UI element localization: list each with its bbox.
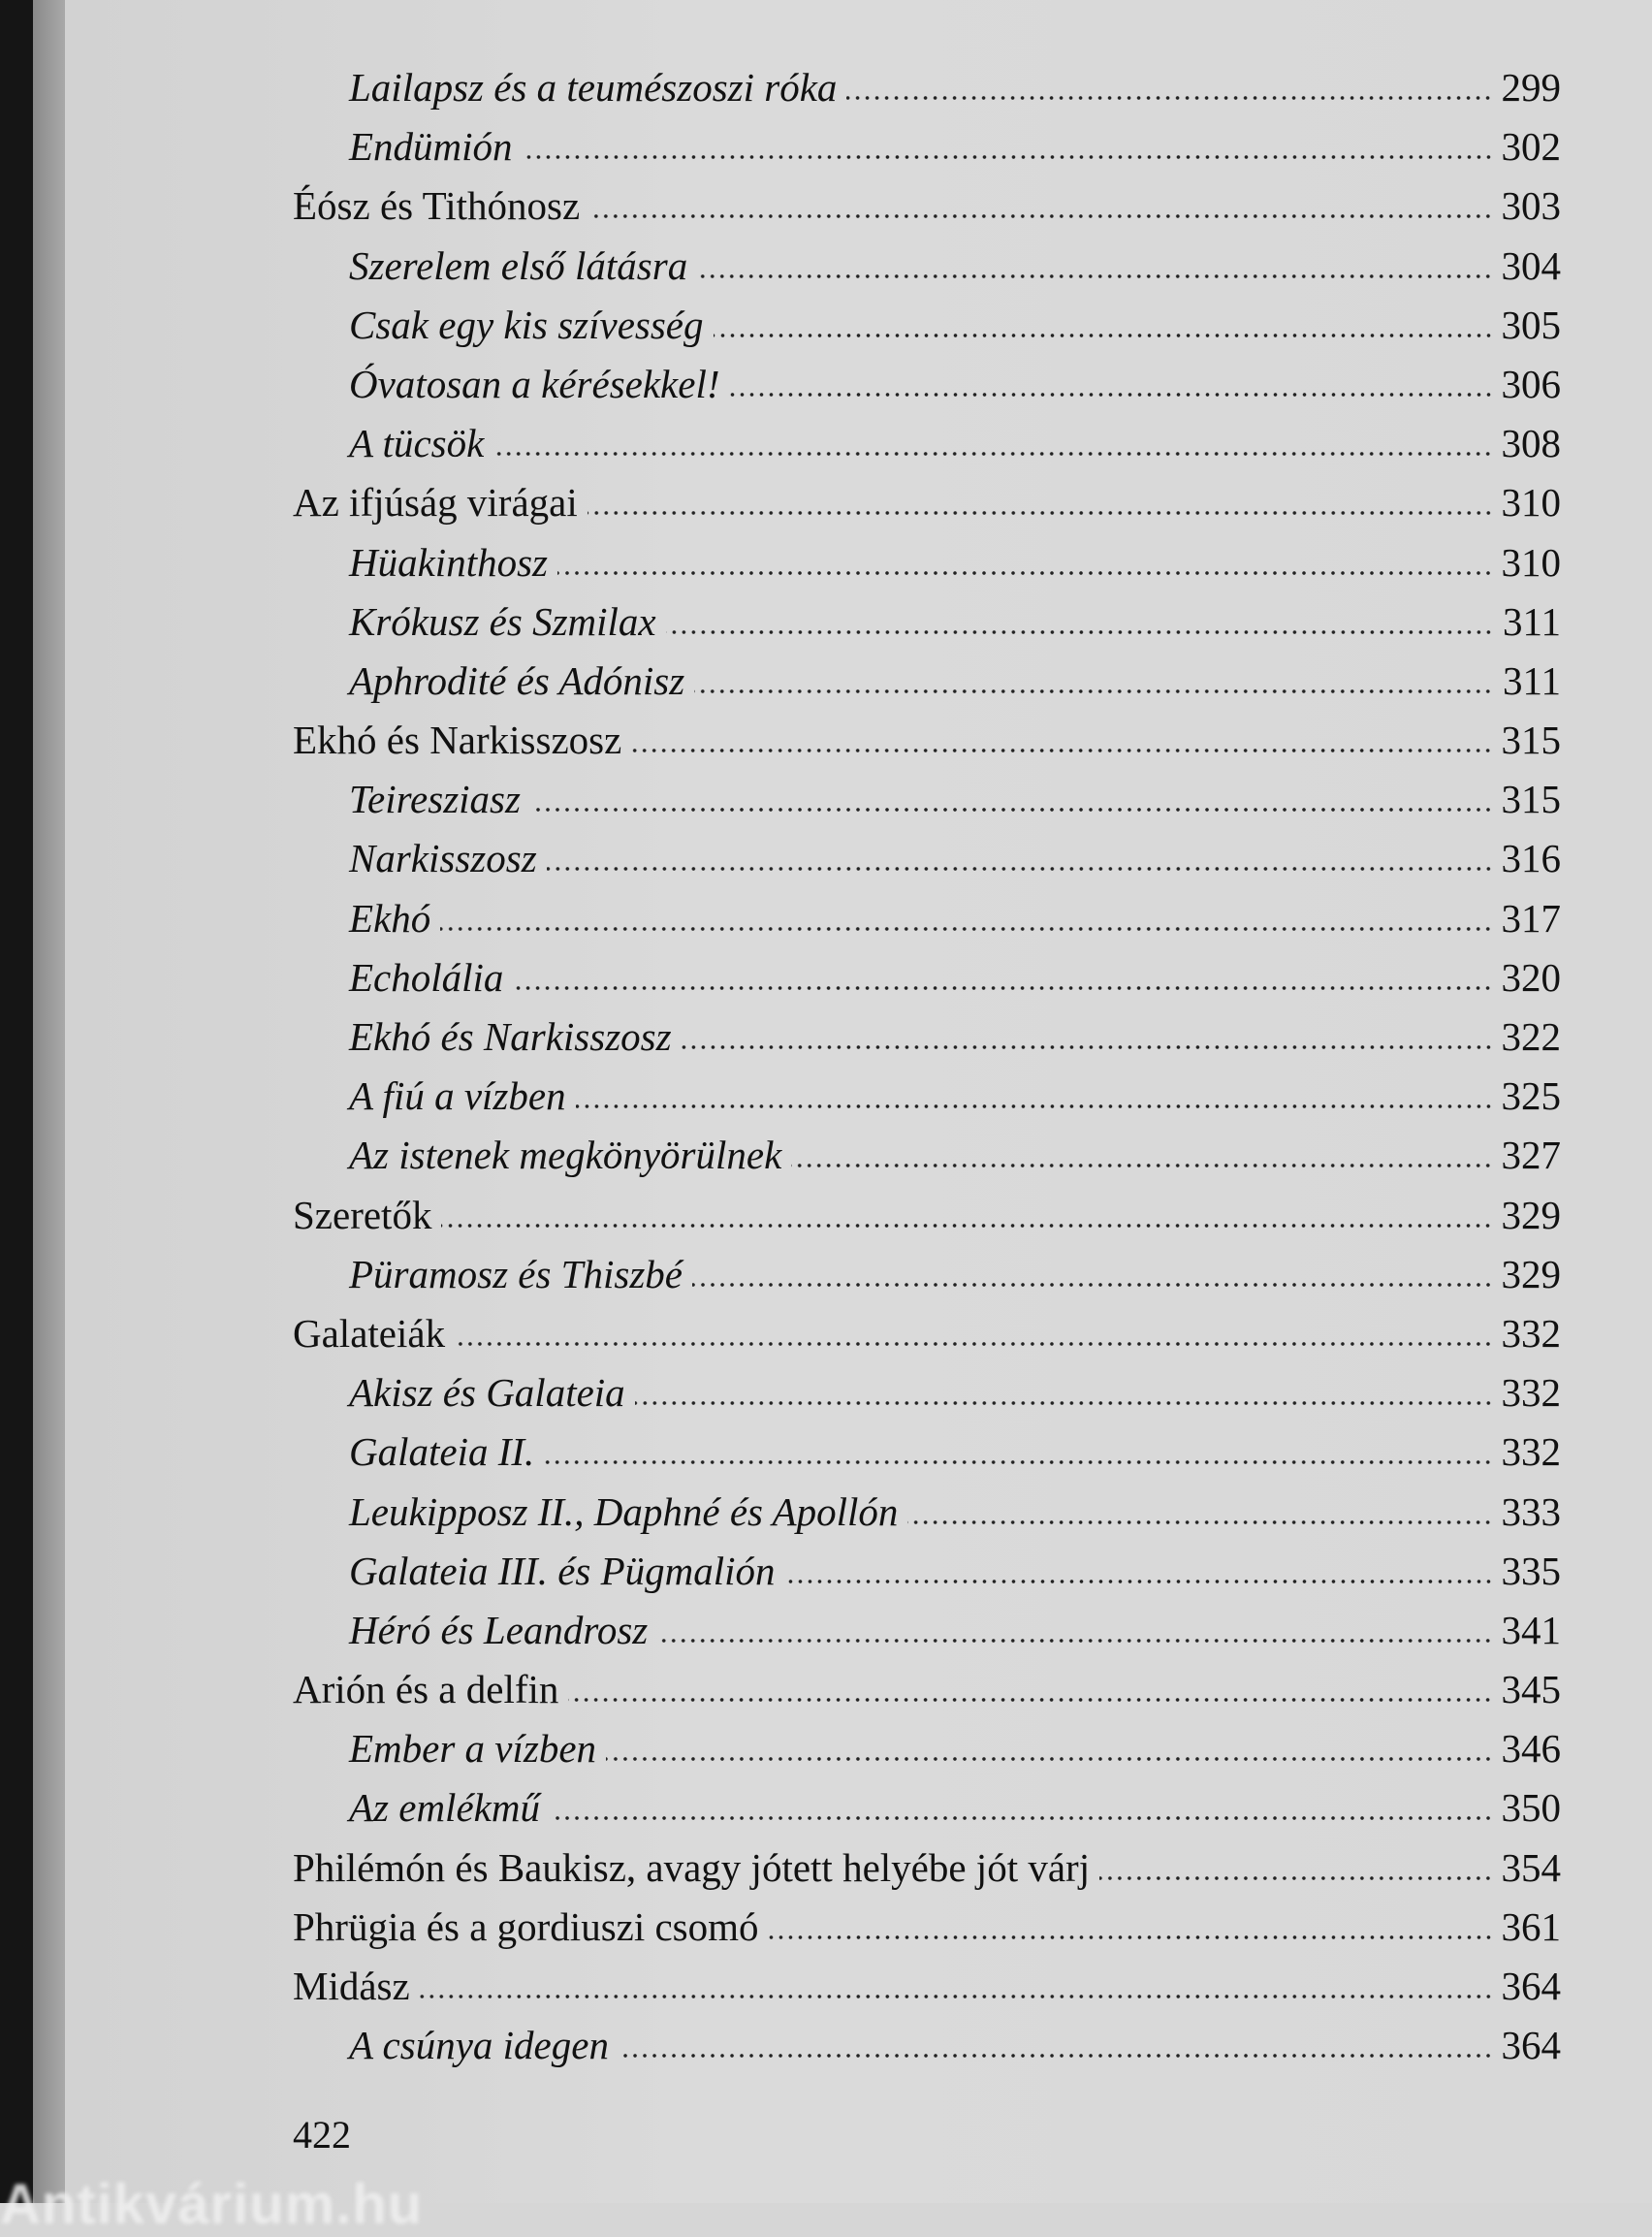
toc-subentry bbox=[293, 1542, 1561, 1601]
dot-leader bbox=[635, 1400, 1493, 1406]
entry-title: Teiresziasz bbox=[349, 777, 521, 822]
dot-leader bbox=[769, 1934, 1493, 1940]
dot-leader bbox=[714, 333, 1494, 338]
dot-leader bbox=[657, 1638, 1493, 1644]
entry-page: 329 bbox=[1501, 1251, 1561, 1296]
entry-page: 322 bbox=[1501, 1014, 1561, 1059]
toc-subentry bbox=[293, 948, 1561, 1007]
entry-page: 315 bbox=[1501, 718, 1561, 763]
dot-leader bbox=[441, 1223, 1493, 1229]
entry-page: 310 bbox=[1501, 539, 1561, 585]
entry-page: 316 bbox=[1501, 836, 1561, 881]
entry-page: 327 bbox=[1501, 1133, 1561, 1178]
dot-leader bbox=[907, 1519, 1493, 1525]
entry-page: 332 bbox=[1501, 1310, 1561, 1356]
entry-page: 346 bbox=[1501, 1726, 1561, 1772]
entry-page: 350 bbox=[1501, 1785, 1561, 1831]
toc-subentry bbox=[293, 1778, 1561, 1838]
toc-entry bbox=[293, 1304, 1561, 1363]
dot-leader bbox=[523, 154, 1493, 160]
entry-page: 310 bbox=[1501, 480, 1561, 526]
watermark: Antikvárium.hu bbox=[0, 2173, 424, 2236]
entry-title: Leukipposz II., Daphné és Apollón bbox=[349, 1488, 899, 1534]
entry-title: Ekhó és Narkisszosz bbox=[349, 1014, 672, 1059]
dot-leader bbox=[420, 1994, 1493, 1999]
entry-page: 345 bbox=[1501, 1667, 1561, 1712]
entry-page: 332 bbox=[1501, 1429, 1561, 1475]
entry-title: Endümión bbox=[349, 124, 513, 170]
entry-page: 332 bbox=[1501, 1370, 1561, 1416]
entry-page: 308 bbox=[1501, 421, 1561, 466]
dot-leader bbox=[697, 273, 1493, 279]
table-of-contents bbox=[293, 58, 1561, 2075]
dot-leader bbox=[631, 748, 1493, 753]
dot-leader bbox=[666, 629, 1493, 635]
dot-leader bbox=[568, 1697, 1493, 1703]
entry-page: 311 bbox=[1503, 598, 1561, 644]
entry-title: Ekhó bbox=[349, 895, 431, 941]
toc-subentry bbox=[293, 58, 1561, 117]
entry-page: 333 bbox=[1501, 1488, 1561, 1534]
toc-subentry bbox=[293, 1007, 1561, 1067]
entry-title: Galateiák bbox=[293, 1310, 446, 1356]
entry-title: Az ifjúság virágai bbox=[293, 480, 578, 526]
entry-title: Echolália bbox=[349, 954, 504, 1000]
toc-entry bbox=[293, 1957, 1561, 2016]
entry-title: A csúnya idegen bbox=[349, 2023, 609, 2068]
entry-title: Lailapsz és a teumészoszi róka bbox=[349, 65, 838, 110]
entry-title: Akisz és Galateia bbox=[349, 1370, 625, 1416]
dot-leader bbox=[493, 451, 1493, 457]
entry-title: Az emlékmű bbox=[349, 1785, 540, 1831]
toc-subentry bbox=[293, 829, 1561, 888]
toc-subentry bbox=[293, 355, 1561, 414]
entry-page: 341 bbox=[1501, 1607, 1561, 1652]
book-spine-edge bbox=[33, 0, 65, 2203]
dot-leader bbox=[682, 1044, 1493, 1050]
toc-subentry bbox=[293, 117, 1561, 176]
dot-leader bbox=[692, 1282, 1493, 1288]
page-number: 422 bbox=[293, 2113, 351, 2157]
toc-entry bbox=[293, 176, 1561, 236]
entry-title: Szeretők bbox=[293, 1192, 432, 1237]
dot-leader bbox=[606, 1756, 1493, 1762]
entry-title: Hüakinthosz bbox=[349, 539, 548, 585]
dot-leader bbox=[694, 688, 1493, 694]
entry-title: Szerelem első látásra bbox=[349, 242, 688, 288]
toc-subentry bbox=[293, 1067, 1561, 1126]
entry-page: 302 bbox=[1501, 124, 1561, 170]
toc-subentry bbox=[293, 770, 1561, 829]
entry-page: 305 bbox=[1501, 302, 1561, 347]
toc-entry bbox=[293, 1186, 1561, 1245]
entry-title: Csak egy kis szívesség bbox=[349, 302, 704, 347]
toc-subentry bbox=[293, 1601, 1561, 1660]
entry-title: Krókusz és Szmilax bbox=[349, 598, 656, 644]
entry-page: 320 bbox=[1501, 954, 1561, 1000]
dot-leader bbox=[455, 1341, 1493, 1347]
toc-entry bbox=[293, 473, 1561, 532]
dot-leader bbox=[619, 2053, 1493, 2059]
entry-title: Éósz és Tithónosz bbox=[293, 183, 581, 229]
entry-page: 311 bbox=[1503, 657, 1561, 703]
toc-subentry bbox=[293, 652, 1561, 711]
entry-title: Az istenek megkönyörülnek bbox=[349, 1133, 782, 1178]
dot-leader bbox=[513, 985, 1493, 991]
toc-subentry bbox=[293, 296, 1561, 355]
toc-entry bbox=[293, 1660, 1561, 1719]
toc-entry bbox=[293, 1838, 1561, 1898]
entry-title: Aphrodité és Adónisz bbox=[349, 657, 685, 703]
entry-page: 317 bbox=[1501, 895, 1561, 941]
entry-page: 364 bbox=[1501, 1964, 1561, 2008]
toc-subentry bbox=[293, 237, 1561, 296]
entry-title: Ekhó és Narkisszosz bbox=[293, 718, 622, 763]
entry-title: A fiú a vízben bbox=[349, 1073, 566, 1119]
dot-leader bbox=[791, 1163, 1493, 1168]
entry-title: Phrügia és a gordiuszi csomó bbox=[293, 1903, 759, 1949]
dot-leader bbox=[547, 866, 1493, 872]
toc-subentry bbox=[293, 1719, 1561, 1778]
entry-title: Ember a vízben bbox=[349, 1726, 597, 1772]
entry-page: 325 bbox=[1501, 1073, 1561, 1119]
toc-subentry bbox=[293, 1363, 1561, 1422]
entry-title: Héró és Leandrosz bbox=[349, 1607, 649, 1652]
entry-page: 329 bbox=[1501, 1192, 1561, 1237]
toc-subentry bbox=[293, 1245, 1561, 1304]
dot-leader bbox=[440, 926, 1493, 932]
toc-entry bbox=[293, 711, 1561, 770]
toc-subentry bbox=[293, 414, 1561, 473]
toc-subentry bbox=[293, 1126, 1561, 1185]
entry-title: Óvatosan a kérésekkel! bbox=[349, 361, 720, 406]
dot-leader bbox=[557, 570, 1493, 576]
dot-leader bbox=[588, 510, 1493, 516]
entry-page: 335 bbox=[1501, 1548, 1561, 1593]
toc-subentry bbox=[293, 1422, 1561, 1482]
entry-title: Narkisszosz bbox=[349, 836, 537, 881]
toc-subentry bbox=[293, 533, 1561, 592]
toc-subentry bbox=[293, 889, 1561, 948]
entry-page: 315 bbox=[1501, 777, 1561, 822]
entry-title: Philémón és Baukisz, avagy jótett helyébe jót várj bbox=[293, 1844, 1091, 1890]
entry-page: 364 bbox=[1501, 2023, 1561, 2068]
dot-leader bbox=[550, 1815, 1493, 1821]
entry-title: Galateia III. és Pügmalión bbox=[349, 1548, 776, 1593]
entry-page: 304 bbox=[1501, 242, 1561, 288]
dot-leader bbox=[1099, 1875, 1493, 1881]
toc-subentry bbox=[293, 2016, 1561, 2075]
entry-page: 303 bbox=[1501, 183, 1561, 229]
entry-title: A tücsök bbox=[349, 421, 485, 466]
book-spine-shadow bbox=[0, 0, 33, 2203]
entry-title: Midász bbox=[293, 1964, 410, 2008]
entry-title: Galateia II. bbox=[349, 1429, 535, 1475]
entry-title: Püramosz és Thiszbé bbox=[349, 1251, 683, 1296]
toc-subentry bbox=[293, 1483, 1561, 1542]
dot-leader bbox=[576, 1103, 1493, 1109]
entry-title: Arión és a delfin bbox=[293, 1667, 559, 1712]
toc-entry bbox=[293, 1898, 1561, 1957]
entry-page: 354 bbox=[1501, 1844, 1561, 1890]
toc-subentry bbox=[293, 592, 1561, 652]
dot-leader bbox=[530, 807, 1493, 813]
dot-leader bbox=[846, 95, 1493, 101]
dot-leader bbox=[730, 392, 1494, 398]
dot-leader bbox=[589, 213, 1493, 219]
entry-page: 306 bbox=[1501, 361, 1561, 406]
dot-leader bbox=[544, 1459, 1493, 1465]
dot-leader bbox=[785, 1579, 1493, 1584]
entry-page: 299 bbox=[1501, 65, 1561, 110]
entry-page: 361 bbox=[1501, 1903, 1561, 1949]
